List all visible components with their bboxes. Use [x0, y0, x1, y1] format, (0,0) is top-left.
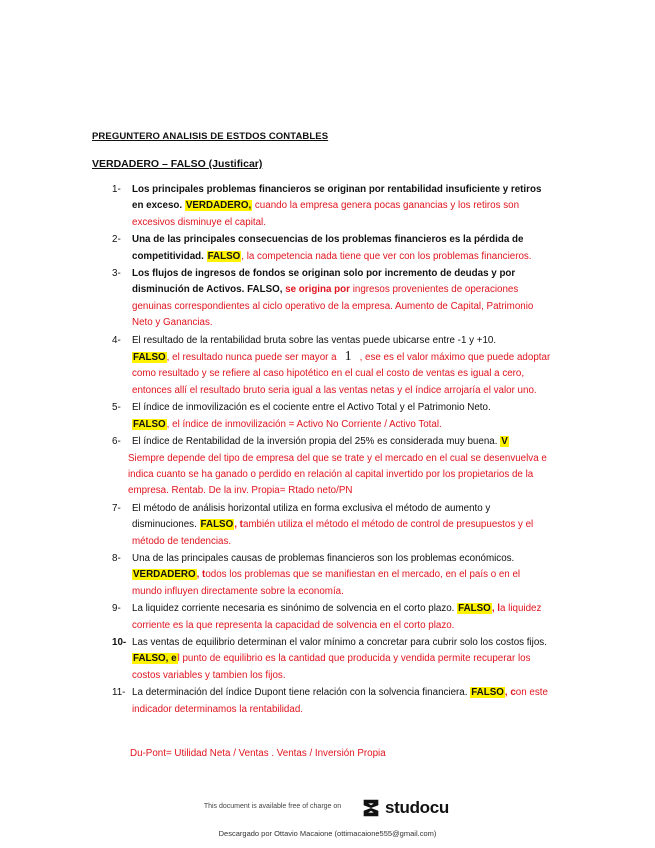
section-subtitle: VERDADERO – FALSO (Justificar) [92, 158, 263, 170]
verdict-badge: VERDADERO, [185, 200, 252, 212]
list-item [112, 182, 552, 231]
item-number: 11- [112, 687, 126, 699]
question-text: Los flujos de ingresos de fondos se originan solo por incremento de deudas y por disminución de Activos. [132, 268, 516, 296]
question-text: Una de las principales causas de problemas financieros son los problemas económicos. [132, 552, 515, 564]
verdict-badge: FALSO [207, 250, 241, 262]
item-number: 1- [112, 184, 121, 195]
verdict-badge: FALSO [133, 352, 166, 364]
footer-availability [0, 803, 655, 810]
item-number: 8- [112, 552, 121, 564]
answer-text: a liquidez corriente es la que representa la capacidad de solvencia en el corto plazo. [132, 603, 542, 631]
question-text: La determinación del índice Dupont tiene relación con la solvencia financiera. [132, 687, 468, 699]
item-number: 3- [112, 268, 121, 280]
verdict-badge: FALSO [458, 603, 491, 615]
question-text: La liquidez corriente necesaria es sinónimo de solvencia en el corto plazo. [132, 603, 455, 615]
verdict-badge: FALSO, [247, 284, 283, 296]
answer-text: , el resultado nunca puede ser mayor a [166, 352, 337, 364]
footer-downloaded-by: Descargado por Ottavio Macaione (ottimacaione555@gmail.com) [218, 829, 437, 838]
list-item [112, 601, 552, 634]
list-item [112, 551, 552, 600]
list-item [112, 333, 552, 400]
question-text: El índice de Rentabilidad de la inversión propia del 25% es considerada muy buena. [132, 436, 498, 448]
question-text: Las ventas de equilibrio determinan el valor mínimo a concretar para cubrir solo los costos fijos. [132, 636, 547, 648]
verdict-badge: FALSO [200, 519, 234, 531]
question-list [112, 182, 552, 719]
answer-lead: , l [491, 603, 500, 615]
item-number: 5- [112, 402, 121, 414]
verdict-badge: FALSO [471, 687, 504, 699]
answer-lead: , t [196, 569, 206, 581]
item-number: 9- [112, 603, 121, 615]
verdict-badge: FALSO [133, 418, 166, 430]
item-number: 2- [112, 234, 121, 246]
answer-text: odos los problemas que se manifiestan en el mercado, en el país o en el mundo influyen directamente sobre la economía. [132, 569, 521, 597]
studocu-wordmark: studocu [385, 798, 450, 817]
page-title: PREGUNTERO ANALISIS DE ESTDOS CONTABLES [92, 131, 329, 142]
answer-text: on este indicador determinamos la rentabilidad. [132, 687, 548, 715]
list-item [112, 501, 552, 550]
verdict-badge: FALSO, e [133, 653, 177, 665]
answer-lead: , t [234, 519, 243, 531]
availability-text: This document is available free of charge on [203, 803, 342, 810]
answer-text: Siempre depende del tipo de empresa del que se trate y el mercado en el cual se desenvuelva e indica cuanto se ha ganado o perdido en relación al capital invertido por los propietarios de la empresa. Rentab. De la inv. Propia= Rtado neto/PN [128, 452, 547, 497]
verdict-badge: VERDADERO [133, 569, 196, 581]
answer-text: , la competencia nada tiene que ver con los problemas financieros. [241, 250, 532, 262]
question-text: Una de las principales consecuencias de los problemas financieros es la pérdida de competitividad. [132, 234, 524, 262]
studocu-logo[interactable] [360, 797, 449, 819]
item-number: 7- [112, 502, 121, 514]
list-item [112, 232, 552, 265]
list-item [112, 266, 552, 332]
answer-text: cuando la empresa genera pocas ganancias y los retiros son excesivos disminuye el capital. [132, 200, 520, 228]
list-item [112, 400, 552, 433]
studocu-s-icon [360, 797, 382, 819]
list-item [112, 635, 552, 684]
answer-emphasis: se origina por [285, 284, 350, 296]
list-item [112, 434, 552, 500]
list-item [112, 685, 552, 718]
item-number: 10- [112, 636, 127, 648]
answer-text-continued: , ese es el valor máximo que puede adoptar como resultado y se refiere al caso hipotético en el cual el costo de ventas es igual a cero, entonces allí el resultado bruto seria igual a las ventas netas y el índice arrojaría el valor uno. [132, 352, 551, 396]
question-text: El resultado de la rentabilidad bruta sobre las ventas puede ubicarse entre -1 y +10. [132, 334, 497, 346]
item-number: 4- [112, 334, 121, 346]
answer-text: l punto de equilibrio es la cantidad que producida y vendida permite recuperar los costos variables y tambien los fijos. [132, 653, 531, 681]
dupont-formula: Du-Pont= Utilidad Neta / Ventas . Ventas / Inversión Propia [130, 748, 386, 759]
answer-lead: , c [504, 687, 516, 699]
question-text: Los principales problemas financieros se originan por rentabilidad insuficiente y retiros en exceso. [132, 184, 542, 212]
verdict-badge: V [501, 436, 508, 448]
answer-text: ambién utiliza el método el método de control de presupuestos y el método de tendencias. [132, 519, 534, 547]
value-one: 1 [344, 349, 352, 365]
question-text: El método de análisis horizontal utiliza en forma exclusiva el método de aumento y disminuciones. [132, 502, 491, 531]
answer-text: , el índice de inmovilización = Activo No Corriente / Activo Total. [166, 418, 442, 430]
question-text: El índice de inmovilización es el cociente entre el Activo Total y el Patrimonio Neto. [132, 402, 491, 414]
answer-text: ingresos provenientes de operaciones genuinas correspondientes al ciclo operativo de la empresa. Aumento de Capital, Patrimonio Neto y Ganancias. [132, 284, 534, 329]
item-number: 6- [112, 436, 121, 448]
